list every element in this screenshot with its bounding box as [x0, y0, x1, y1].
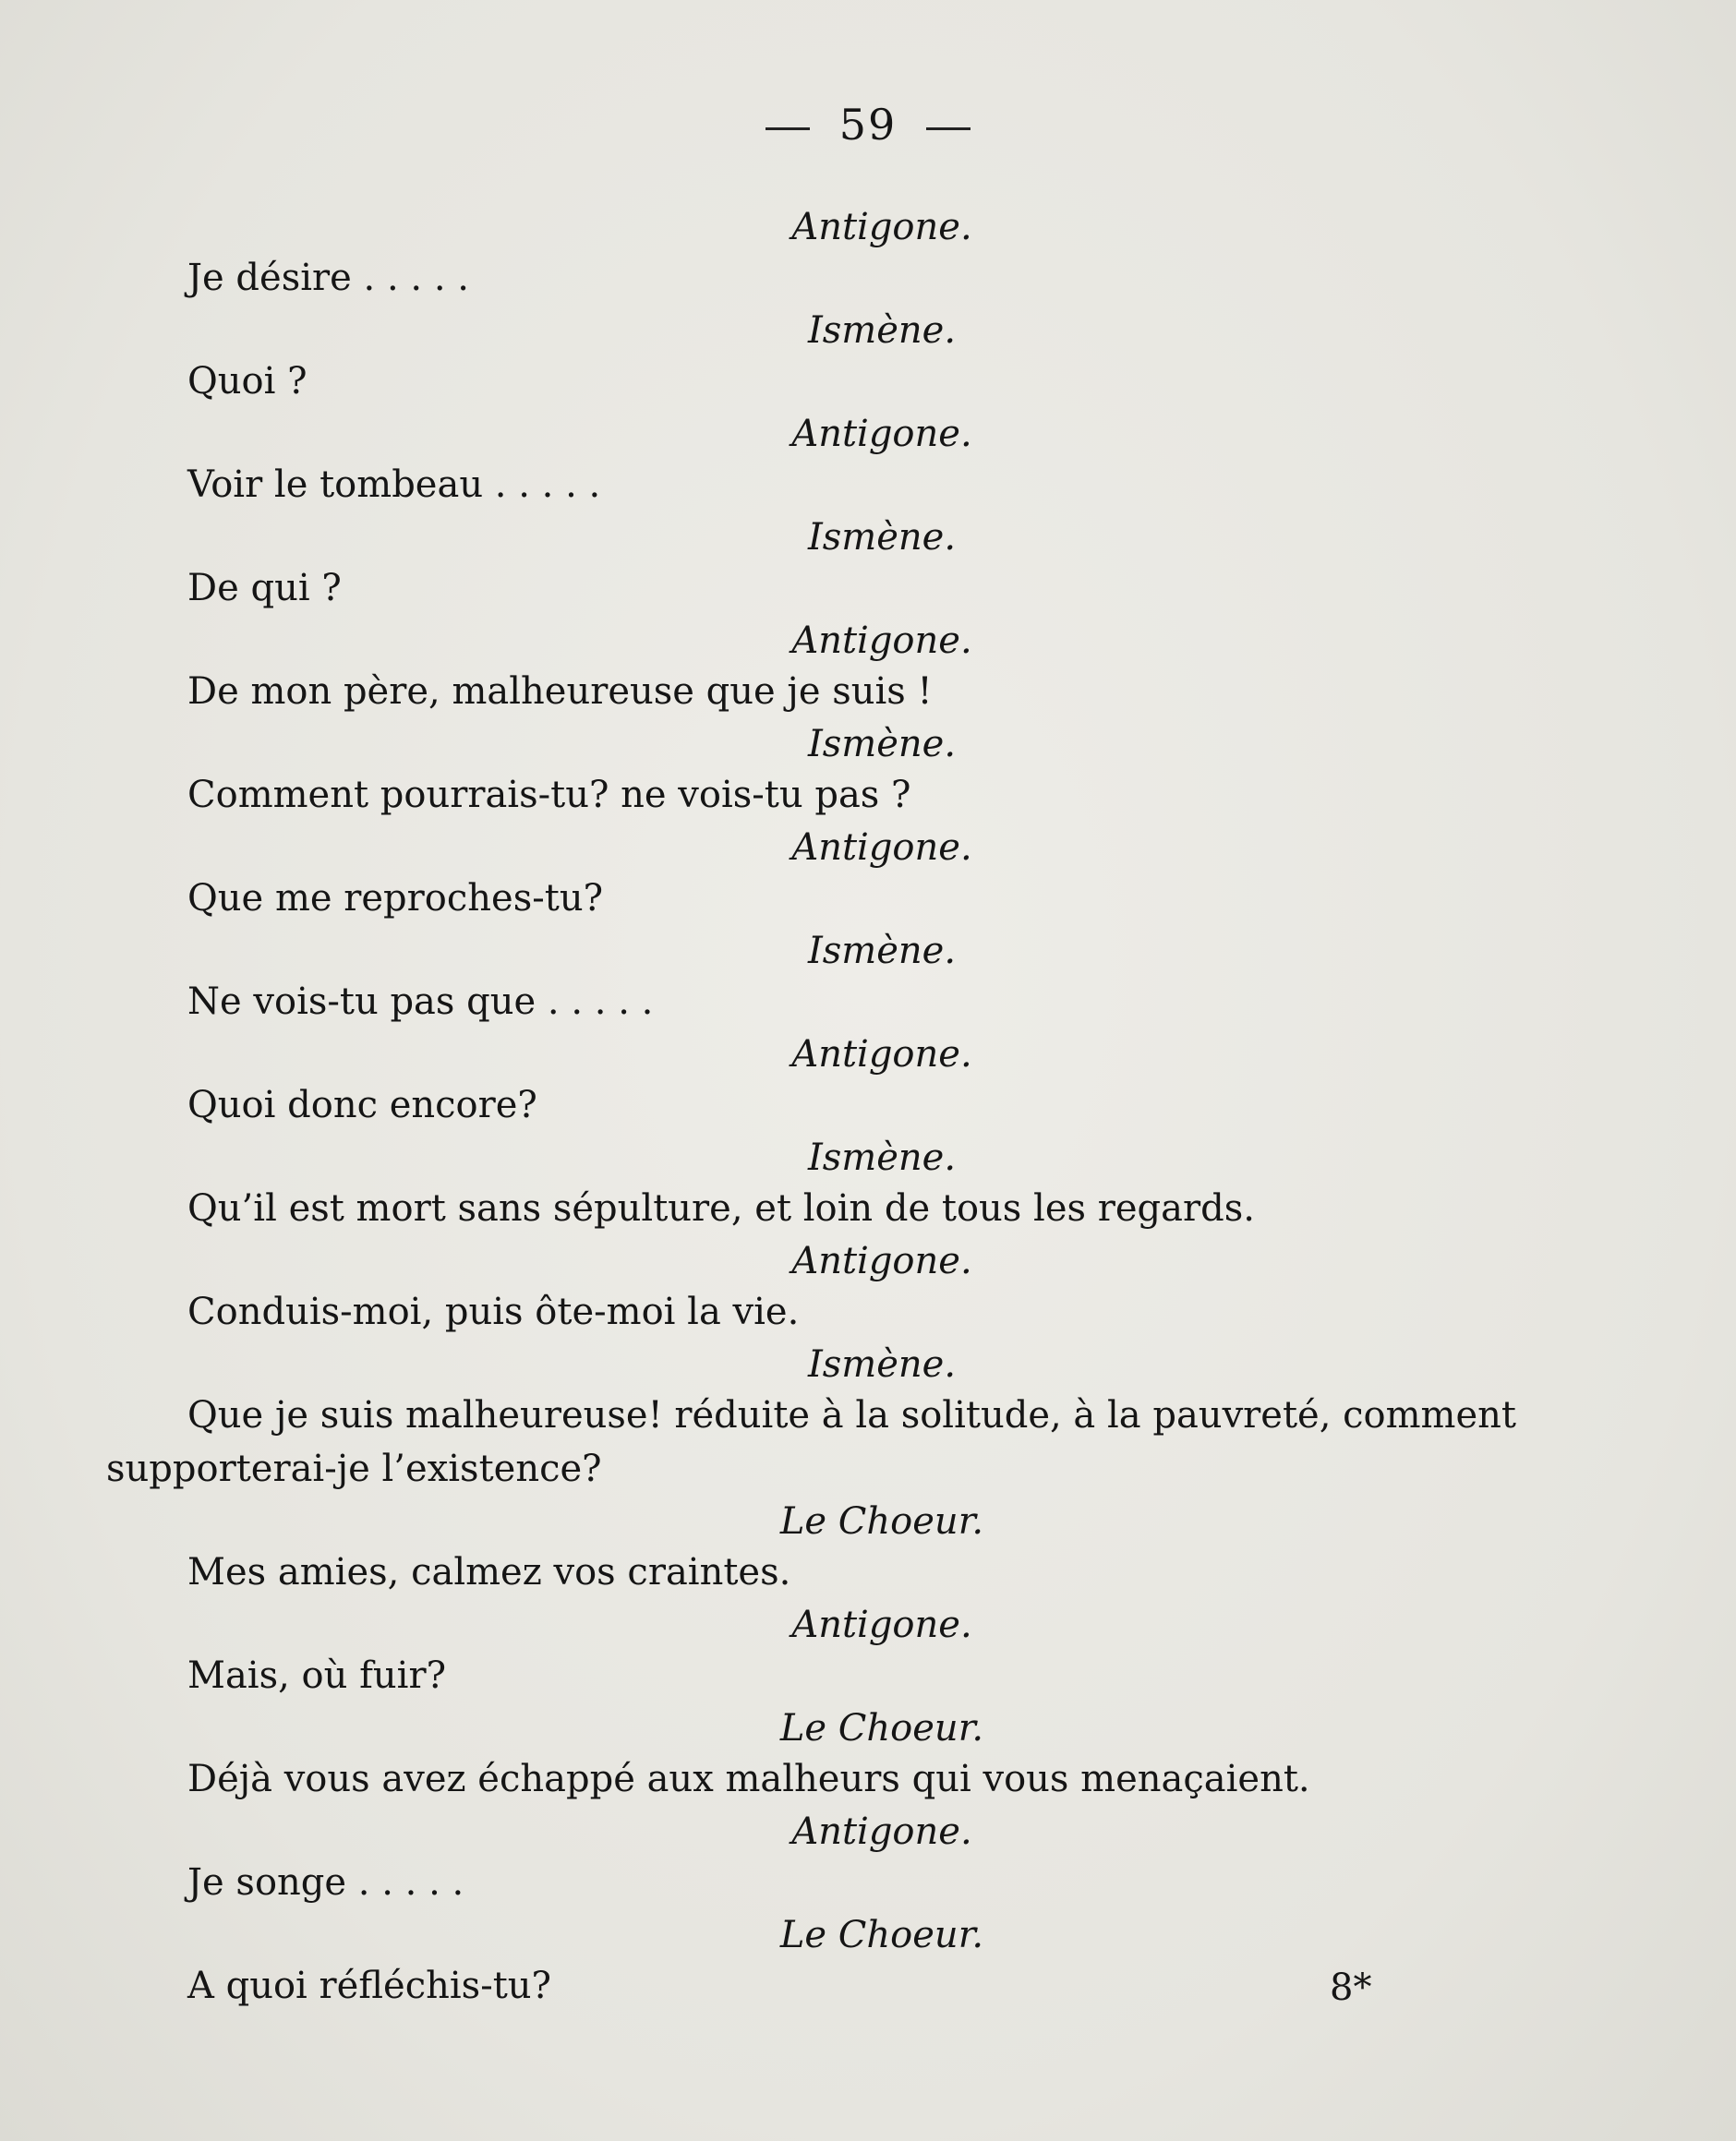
- right-dash: [926, 127, 970, 130]
- speaker-name: Le Choeur.: [779, 1500, 984, 1543]
- dialogue-line: Qu’il est mort sans sépulture, et loin de tous les regards.: [187, 1187, 1255, 1230]
- speaker-name: Antigone.: [791, 413, 972, 455]
- speaker-name: Antigone.: [791, 1033, 972, 1076]
- speaker-name: Ismène.: [807, 723, 957, 765]
- dialogue-line: Quoi donc encore?: [187, 1084, 537, 1126]
- speaker-name: Antigone.: [791, 1240, 972, 1282]
- page-number: [0, 100, 1736, 150]
- speaker-name: Antigone.: [791, 206, 972, 248]
- dialogue-line: A quoi réfléchis-tu?: [187, 1965, 551, 2007]
- dialogue-line: Mais, où fuir?: [187, 1654, 447, 1697]
- dialogue: [0, 203, 1736, 2015]
- speaker-name: Ismène.: [807, 309, 957, 352]
- speaker-name: Ismène.: [807, 516, 957, 559]
- dialogue-line: Je désire . . . . .: [187, 257, 469, 299]
- page-number-value: 59: [838, 100, 898, 150]
- speaker-name: Antigone.: [791, 1810, 972, 1853]
- dialogue-line: Ne vois-tu pas que . . . . .: [187, 980, 654, 1023]
- dialogue-line: Mes amies, calmez vos craintes.: [187, 1551, 791, 1594]
- speaker-name: Le Choeur.: [779, 1707, 984, 1750]
- speaker-name: Antigone.: [791, 1604, 972, 1646]
- dialogue-line: Je songe . . . . .: [187, 1861, 464, 1904]
- speaker-name: Antigone.: [791, 619, 972, 662]
- dialogue-line: Déjà vous avez échappé aux malheurs qui vous menaçaient.: [187, 1758, 1310, 1800]
- dialogue-line: De qui ?: [187, 567, 342, 609]
- dialogue-line: Conduis-moi, puis ôte-moi la vie.: [187, 1291, 800, 1333]
- speaker-name: Le Choeur.: [779, 1914, 984, 1956]
- speaker-name: Antigone.: [791, 826, 972, 869]
- speaker-name: Ismène.: [807, 1343, 957, 1386]
- speaker-name: Ismène.: [807, 1137, 957, 1179]
- dialogue-line: Que je suis malheureuse! réduite à la solitude, à la pauvreté, comment supporterai-je l’existence?: [106, 1394, 1516, 1490]
- dialogue-line: Quoi ?: [187, 360, 307, 403]
- dialogue-line: Comment pourrais-tu? ne vois-tu pas ?: [187, 774, 911, 816]
- speaker-name: Ismène.: [807, 930, 957, 972]
- dialogue-line: De mon père, malheureuse que je suis !: [187, 670, 933, 713]
- signature-mark: 8*: [1330, 1967, 1372, 2009]
- dialogue-line: Que me reproches-tu?: [187, 877, 604, 920]
- dialogue-line: Voir le tombeau . . . . .: [187, 463, 601, 506]
- left-dash: [766, 127, 810, 130]
